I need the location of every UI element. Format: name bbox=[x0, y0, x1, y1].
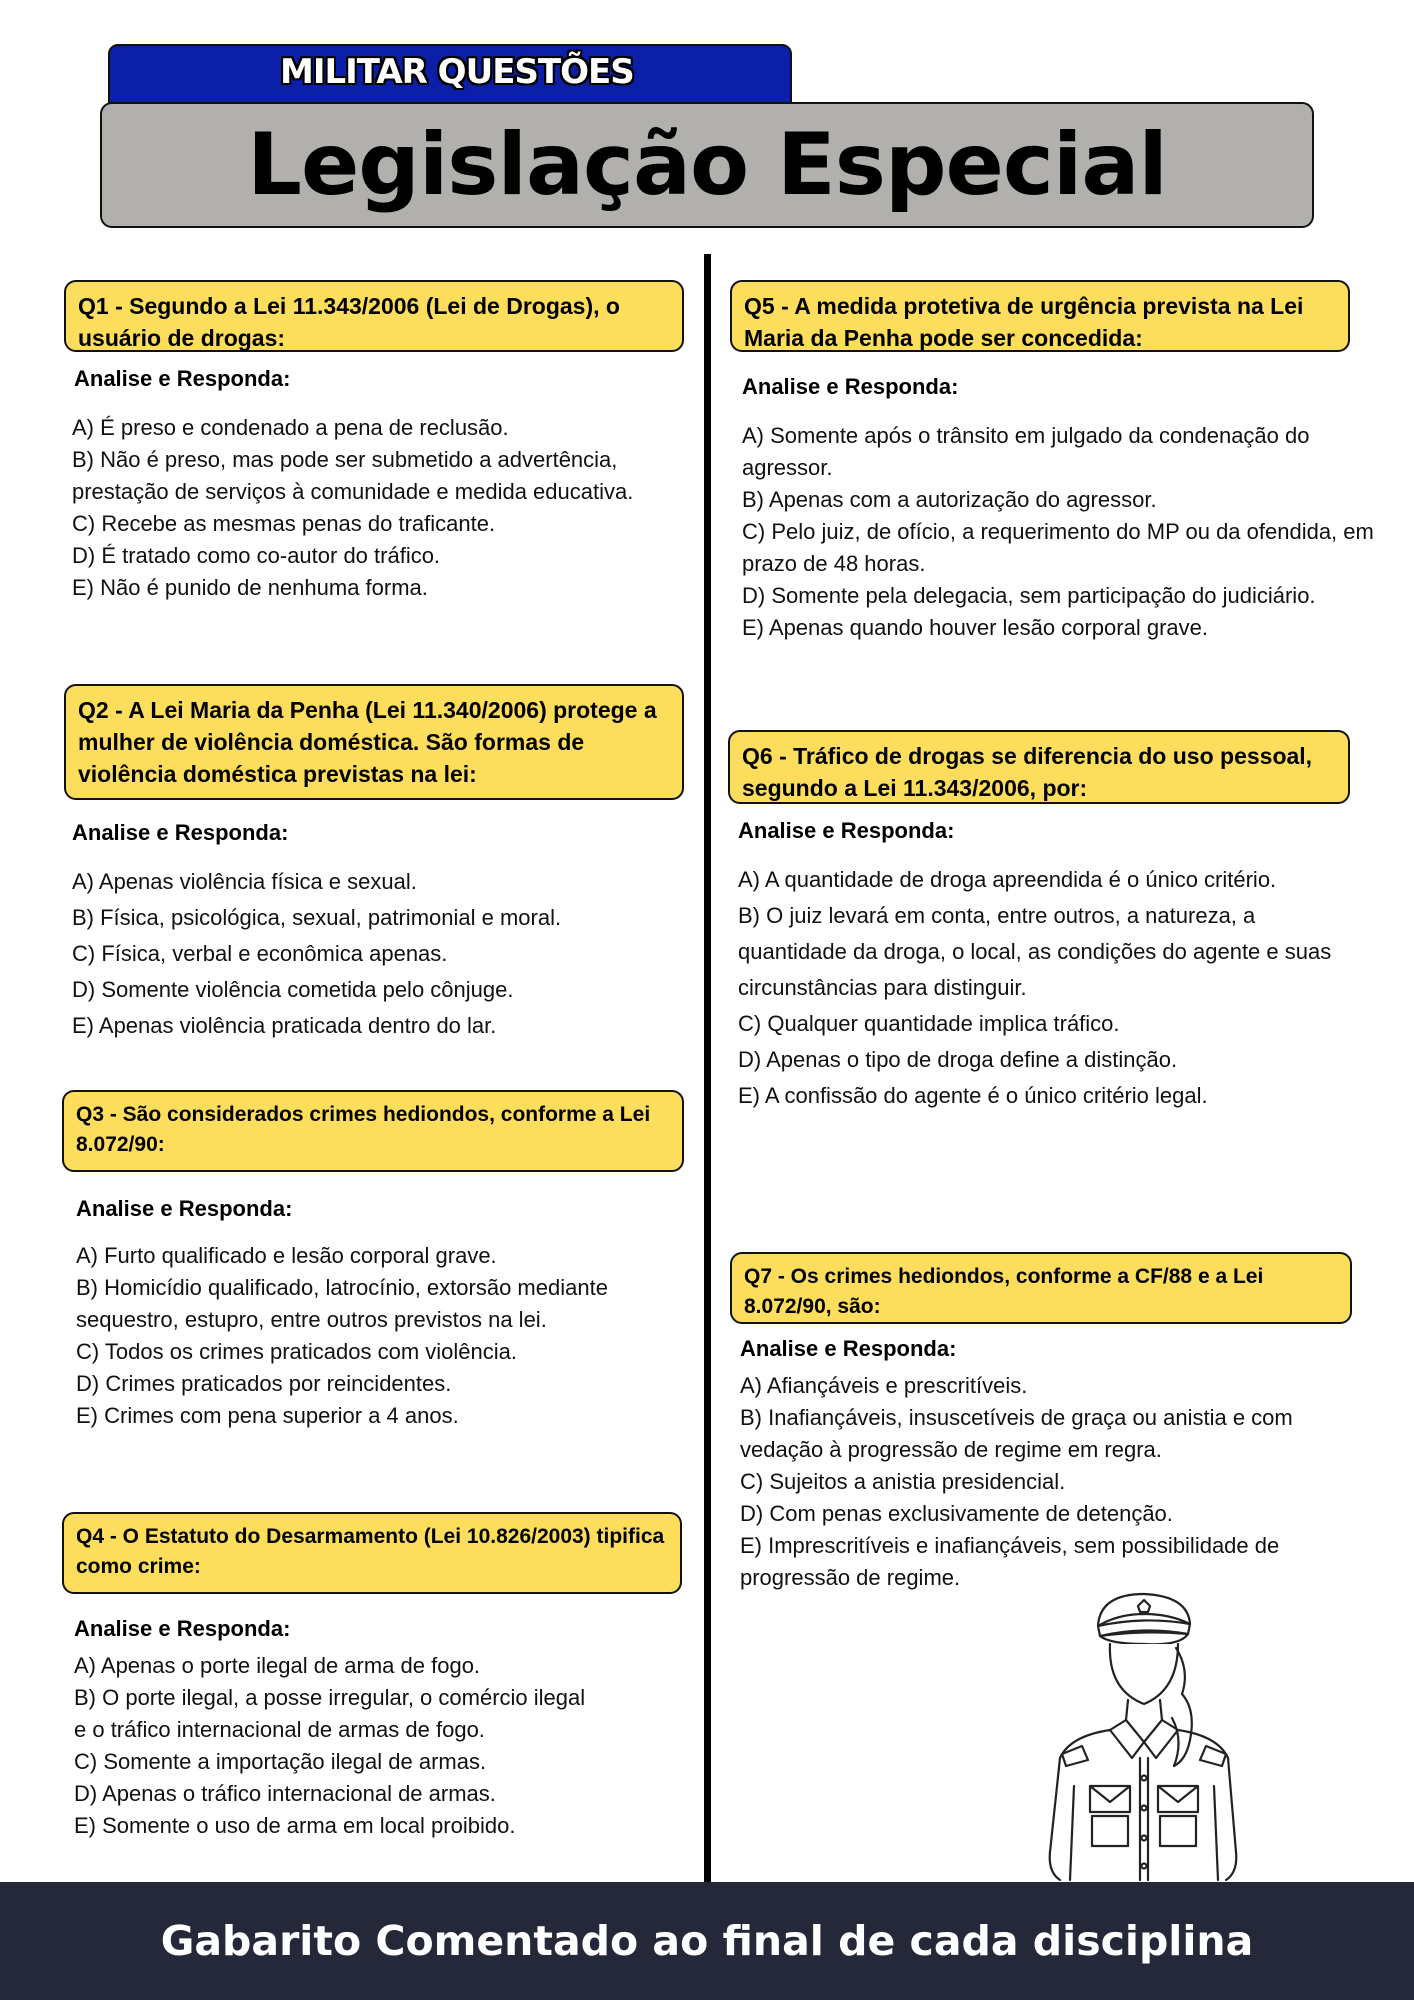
question-7-prompt bbox=[730, 1252, 1352, 1324]
question-6-option-d: D) Apenas o tipo de droga define a distinção. bbox=[738, 1047, 1178, 1072]
question-5-option-c: C) Pelo juiz, de ofício, a requerimento do MP ou da ofendida, em prazo de 48 horas. bbox=[742, 519, 1374, 576]
question-6-option-c: C) Qualquer quantidade implica tráfico. bbox=[738, 1011, 1120, 1036]
question-5-options bbox=[742, 420, 1382, 644]
question-2-option-d: D) Somente violência cometida pelo cônjuge. bbox=[72, 977, 514, 1002]
page-title: Legislação Especial bbox=[247, 115, 1167, 215]
question-6-option-e: E) A confissão do agente é o único critério legal. bbox=[738, 1083, 1208, 1108]
police-officer-illustration bbox=[1040, 1590, 1240, 1882]
question-3-text: Q3 - São considerados crimes hediondos, conforme a Lei 8.072/90: bbox=[76, 1103, 651, 1156]
question-3-option-b: B) Homicídio qualificado, latrocínio, extorsão mediante sequestro, estupro, entre outros previstos na lei. bbox=[76, 1275, 608, 1332]
question-7-option-a: A) Afiançáveis e prescritíveis. bbox=[740, 1373, 1028, 1398]
question-1-option-d: D) É tratado como co-autor do tráfico. bbox=[72, 543, 441, 568]
question-7-text: Q7 - Os crimes hediondos, conforme a CF/88 e a Lei 8.072/90, são: bbox=[744, 1265, 1264, 1318]
question-4-text: Q4 - O Estatuto do Desarmamento (Lei 10.826/2003) tipifica como crime: bbox=[76, 1525, 665, 1578]
question-2-option-e: E) Apenas violência praticada dentro do lar. bbox=[72, 1013, 497, 1038]
question-7-option-e: E) Imprescritíveis e inafiançáveis, sem possibilidade de progressão de regime. bbox=[740, 1533, 1280, 1590]
question-5-option-d: D) Somente pela delegacia, sem participação do judiciário. bbox=[742, 583, 1316, 608]
question-7-option-c: C) Sujeitos a anistia presidencial. bbox=[740, 1469, 1066, 1494]
question-4-option-b: B) O porte ilegal, a posse irregular, o comércio ilegal e o tráfico internacional de armas de fogo. bbox=[74, 1685, 586, 1742]
question-4-option-a: A) Apenas o porte ilegal de arma de fogo. bbox=[74, 1653, 481, 1678]
question-3-option-a: A) Furto qualificado e lesão corporal grave. bbox=[76, 1243, 497, 1268]
question-4-option-c: C) Somente a importação ilegal de armas. bbox=[74, 1749, 487, 1774]
question-6-instruction: Analise e Responda: bbox=[738, 818, 955, 843]
question-4-options bbox=[74, 1650, 594, 1842]
question-3-option-e: E) Crimes com pena superior a 4 anos. bbox=[76, 1403, 459, 1428]
question-6-options bbox=[738, 862, 1348, 1114]
question-2-option-b: B) Física, psicológica, sexual, patrimonial e moral. bbox=[72, 905, 562, 930]
question-4-option-e: E) Somente o uso de arma em local proibido. bbox=[74, 1813, 516, 1838]
question-1-option-b: B) Não é preso, mas pode ser submetido a advertência, prestação de serviços à comunidade e medida educativa. bbox=[72, 447, 634, 504]
question-1-prompt bbox=[64, 280, 684, 352]
question-1-text: Q1 - Segundo a Lei 11.343/2006 (Lei de Drogas), o usuário de drogas: bbox=[78, 293, 620, 351]
question-4-instruction: Analise e Responda: bbox=[74, 1616, 291, 1641]
question-7-option-b: B) Inafiançáveis, insuscetíveis de graça ou anistia e com vedação à progressão de regime em regra. bbox=[740, 1405, 1293, 1462]
question-6-text: Q6 - Tráfico de drogas se diferencia do uso pessoal, segundo a Lei 11.343/2006, por: bbox=[742, 743, 1313, 801]
question-1-instruction: Analise e Responda: bbox=[74, 366, 291, 391]
question-3-options bbox=[76, 1240, 616, 1432]
question-1-options bbox=[72, 412, 708, 604]
question-1-option-e: E) Não é punido de nenhuma forma. bbox=[72, 575, 428, 600]
question-1-option-c: C) Recebe as mesmas penas do traficante. bbox=[72, 511, 496, 536]
footer-banner bbox=[0, 1882, 1414, 2000]
question-7-option-d: D) Com penas exclusivamente de detenção. bbox=[740, 1501, 1173, 1526]
title-banner bbox=[100, 102, 1314, 228]
question-5-text: Q5 - A medida protetiva de urgência prevista na Lei Maria da Penha pode ser concedida: bbox=[744, 293, 1304, 351]
question-7-instruction: Analise e Responda: bbox=[740, 1336, 957, 1361]
question-2-text: Q2 - A Lei Maria da Penha (Lei 11.340/2006) protege a mulher de violência doméstica. São formas de violência doméstica previstas na lei: bbox=[78, 697, 657, 787]
question-6-option-b: B) O juiz levará em conta, entre outros, a natureza, a quantidade da droga, o local, as condições do agente e suas circunstâncias para distinguir. bbox=[738, 903, 1332, 1000]
question-3-prompt bbox=[62, 1090, 684, 1172]
question-3-option-d: D) Crimes praticados por reincidentes. bbox=[76, 1371, 452, 1396]
question-5-option-a: A) Somente após o trânsito em julgado da condenação do agressor. bbox=[742, 423, 1310, 480]
question-5-prompt bbox=[730, 280, 1350, 352]
question-2-options bbox=[72, 864, 692, 1044]
question-2-option-c: C) Física, verbal e econômica apenas. bbox=[72, 941, 448, 966]
brand-name: MILITAR QUESTÕES bbox=[280, 52, 634, 92]
question-5-option-e: E) Apenas quando houver lesão corporal grave. bbox=[742, 615, 1208, 640]
question-7-options bbox=[740, 1370, 1340, 1594]
question-6-option-a: A) A quantidade de droga apreendida é o único critério. bbox=[738, 867, 1277, 892]
question-6-prompt bbox=[728, 730, 1350, 804]
question-4-prompt bbox=[62, 1512, 682, 1594]
question-3-instruction: Analise e Responda: bbox=[76, 1196, 293, 1221]
question-5-instruction: Analise e Responda: bbox=[742, 374, 959, 399]
question-1-option-a: A) É preso e condenado a pena de reclusão. bbox=[72, 415, 509, 440]
question-2-prompt bbox=[64, 684, 684, 800]
question-3-option-c: C) Todos os crimes praticados com violência. bbox=[76, 1339, 517, 1364]
question-2-instruction: Analise e Responda: bbox=[72, 820, 289, 845]
footer-text: Gabarito Comentado ao final de cada disciplina bbox=[160, 1917, 1254, 1965]
question-5-option-b: B) Apenas com a autorização do agressor. bbox=[742, 487, 1157, 512]
question-2-option-a: A) Apenas violência física e sexual. bbox=[72, 869, 417, 894]
question-4-option-d: D) Apenas o tráfico internacional de armas. bbox=[74, 1781, 496, 1806]
